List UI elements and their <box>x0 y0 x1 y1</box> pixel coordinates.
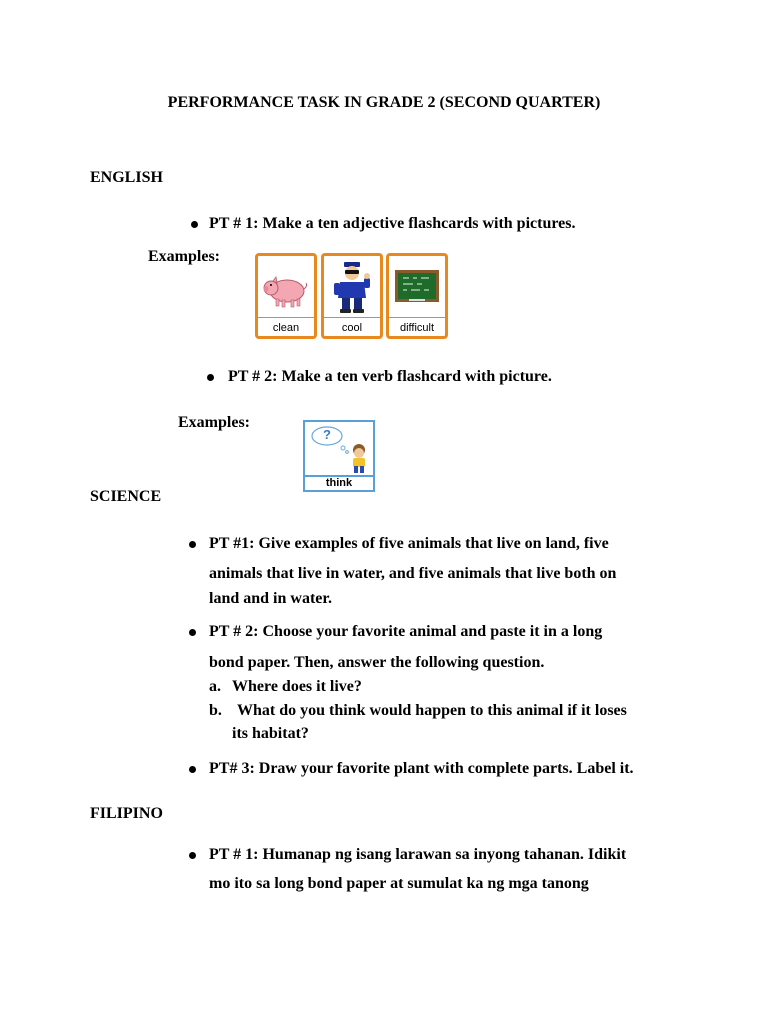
flashcard-label: think <box>305 475 373 490</box>
pig-icon <box>258 258 314 316</box>
bullet-dot <box>189 541 196 548</box>
question-a: Where does it live? <box>232 678 362 695</box>
filipino-heading: FILIPINO <box>90 805 163 822</box>
card-divider <box>389 317 445 318</box>
bullet-dot <box>189 766 196 773</box>
filipino-pt1-line1: PT # 1: Humanap ng isang larawan sa inyong tahanan. Idikit <box>209 846 627 863</box>
science-pt3: PT# 3: Draw your favorite plant with complete parts. Label it. <box>209 760 634 777</box>
english-pt1: PT # 1: Make a ten adjective flashcards with pictures. <box>209 215 576 232</box>
bullet-dot <box>207 374 214 381</box>
question-mark: ? <box>323 427 331 442</box>
filipino-pt1-line2: mo ito sa long bond paper at sumulat ka ng mga tanong <box>209 875 589 892</box>
english-pt2: PT # 2: Make a ten verb flashcard with picture. <box>228 368 552 385</box>
page-title: PERFORMANCE TASK IN GRADE 2 (SECOND QUARTER) <box>167 94 601 111</box>
science-pt2-line1: PT # 2: Choose your favorite animal and paste it in a long <box>209 623 603 640</box>
science-pt1-line2: animals that live in water, and five animals that live both on <box>209 565 617 582</box>
english-examples-2: Examples: <box>178 414 250 431</box>
bullet-dot <box>191 221 198 228</box>
science-pt1-line1: PT #1: Give examples of five animals that live on land, five <box>209 535 609 552</box>
question-a-marker: a. <box>209 678 221 695</box>
chalkboard-icon <box>389 258 445 316</box>
english-heading: ENGLISH <box>90 169 163 186</box>
flashcard-label: clean <box>272 322 300 334</box>
question-b-line1: What do you think would happen to this animal if it loses <box>237 702 627 719</box>
flashcard-think <box>303 420 375 492</box>
science-pt2-line2: bond paper. Then, answer the following question. <box>209 654 545 671</box>
card-divider <box>324 317 380 318</box>
flashcard-cool <box>321 253 383 339</box>
card-divider <box>258 317 314 318</box>
science-heading: SCIENCE <box>90 488 162 505</box>
flashcard-label: difficult <box>399 322 435 334</box>
question-b-line2: its habitat? <box>232 725 309 742</box>
flashcard-label: cool <box>341 322 363 334</box>
thinking-boy-icon <box>305 422 373 477</box>
question-b-marker: b. <box>209 702 222 719</box>
english-examples-1: Examples: <box>148 248 220 265</box>
flashcard-clean <box>255 253 317 339</box>
bullet-dot <box>189 629 196 636</box>
bullet-dot <box>189 852 196 859</box>
flashcard-difficult <box>386 253 448 339</box>
science-pt1-line3: land and in water. <box>209 590 332 607</box>
cool-boy-icon <box>324 258 380 316</box>
